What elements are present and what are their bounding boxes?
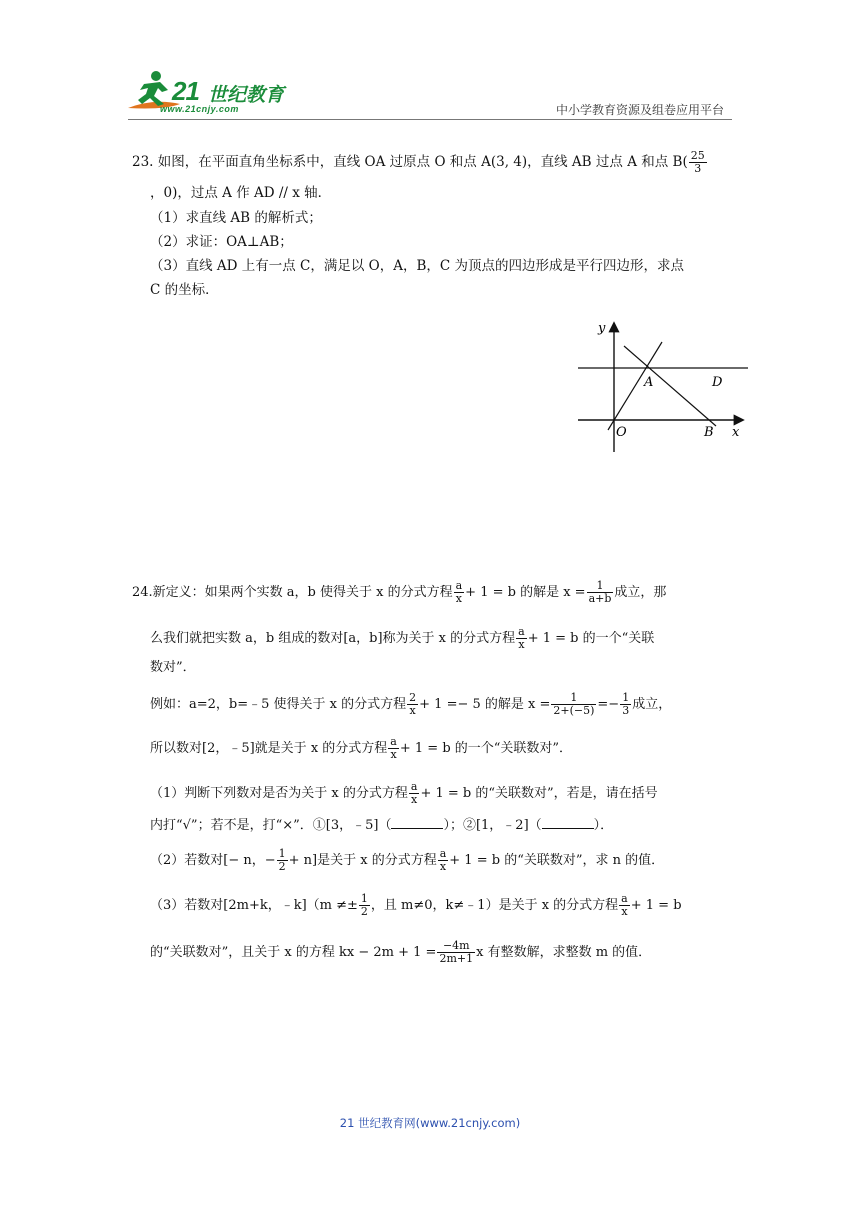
- q23-line1: 23. 如图，在平面直角坐标系中，直线 OA 过原点 O 和点 A(3, 4)，直线 AB 过点 A 和点 B( $\frac{25}{3}$: [132, 149, 705, 175]
- label-x: x: [732, 425, 740, 440]
- q23-coordinate-figure: [574, 316, 754, 456]
- header-divider: [128, 119, 732, 120]
- q24-line5: 所以数对[2，﹣5]就是关于 x 的分式方程 $\frac{a}{x}$ + 1 = b 的一个“关联数对”．: [150, 735, 573, 761]
- q24-line2: 么我们就把实数 a，b 组成的数对[a，b]称为关于 x 的分式方程 $\frac{a}{x}$ + 1 = b 的一个“关联: [150, 625, 655, 651]
- q23-part3b: C 的坐标．: [150, 282, 219, 298]
- q24-part1b: 内打“√”；若不是，打“×”．①[3，﹣5]（ ）；②[1，﹣2]（ ）．: [150, 818, 614, 833]
- q23-part2: （2）求证：OA⊥AB；: [150, 234, 293, 250]
- logo-url: www.21cnjy.com: [160, 104, 239, 114]
- platform-title: 中小学教育资源及组卷应用平台: [555, 103, 724, 117]
- q23-part3a: （3）直线 AD 上有一点 C，满足以 O，A，B，C 为顶点的四边形成是平行四边形，求点: [150, 258, 685, 274]
- answer-blank-2[interactable]: [542, 816, 594, 829]
- label-b: B: [704, 425, 714, 440]
- q23-part1: （1）求直线 AB 的解析式；: [150, 210, 322, 226]
- q24-line1: 24.新定义：如果两个实数 a，b 使得关于 x 的分式方程 $\frac{a}{x}$ + 1 = b 的解是 x = $\frac{1}{a+b}$ 成立，那: [132, 579, 667, 605]
- label-d: D: [712, 375, 723, 390]
- label-a: A: [644, 375, 654, 390]
- label-o: O: [616, 425, 627, 440]
- logo-text: 世纪教育: [208, 84, 285, 106]
- q24-part1a: （1）判断下列数对是否为关于 x 的分式方程 $\frac{a}{x}$ + 1 = b 的“关联数对”，若是，请在括号: [150, 780, 658, 806]
- q24-part3a: （3）若数对[2m+k，﹣k]（m ≠± $\frac{1}{2}$ ，且 m≠0，k≠﹣1）是关于 x 的分式方程 $\frac{a}{x}$ + 1 = b: [150, 892, 682, 918]
- q24-part2: （2）若数对[− n，− $\frac{1}{2}$ + n]是关于 x 的分式方程 $\frac{a}{x}$ + 1 = b 的“关联数对”，求 n 的值．: [150, 847, 665, 873]
- logo-number: 21: [172, 76, 199, 106]
- answer-blank-1[interactable]: [391, 816, 443, 829]
- q24-part3b: 的“关联数对”，且关于 x 的方程 kx − 2m + 1 = $\frac{-4m}{2m+1}$ x 有整数解，求整数 m 的值．: [150, 939, 652, 965]
- q24-line4: 例如：a=2，b=﹣5 使得关于 x 的分式方程 $\frac{2}{x}$ + 1 =− 5 的解是 x = $\frac{1}{2+(-5)}$ =− $\frac{1}{3}$ 成立，: [150, 691, 672, 717]
- footer-source: 21 世纪教育网(www.21cnjy.com): [339, 1116, 521, 1130]
- q24-line3: 数对”．: [150, 660, 196, 675]
- line-ab: [624, 346, 716, 426]
- q23-line2: ，0)，过点 A 作 AD // x 轴．: [150, 185, 332, 201]
- label-y: y: [598, 321, 606, 336]
